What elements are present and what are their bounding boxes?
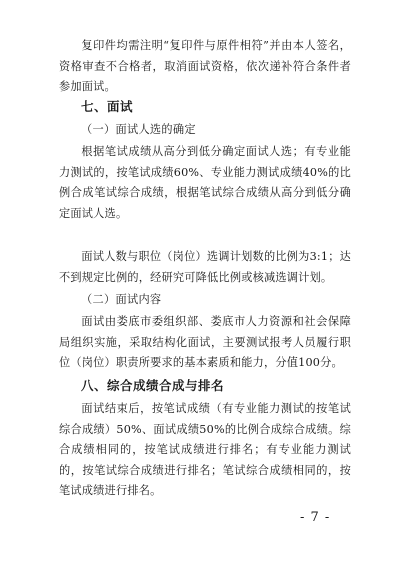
paragraph-candidate-selection: 根据笔试成绩从高分到低分确定面试人选；有专业能力测试的，按笔试成绩60%、专业能力测试成绩40%的比例合成笔试综合成绩，根据笔试综合成绩从高分到低分确定面试人选。 [59,145,351,220]
subheading-interview-candidates: （一）面试人选的确定 [81,123,196,136]
page-number: - 7 - [300,510,331,525]
section-heading-composite-score: 八、综合成绩合成与排名 [81,378,225,393]
paragraph-copy-requirement: 复印件均需注明“复印件与原件相符”并由本人签名，资格审查不合格者，取消面试资格，依次递补符合条件者参加面试。 [59,39,351,93]
section-heading-interview: 七、面试 [81,99,134,114]
paragraph-interview-content: 面试由娄底市委组织部、娄底市人力资源和社会保障局组织实施，采取结构化面试，主要测试报考人员履行职位（岗位）职责所要求的基本素质和能力，分值100分。 [59,315,351,369]
subheading-interview-content: （二）面试内容 [81,293,162,306]
paragraph-composite-score: 面试结束后，按笔试成绩（有专业能力测试的按笔试综合成绩）50%、面试成绩50%的比例合成综合成绩。综合成绩相同的，按笔试成绩进行排名；有专业能力测试的，按笔试综合成绩进行排名；笔试综合成绩相同的，按笔试成绩进行排名。 [59,402,351,497]
paragraph-interview-ratio: 面试人数与职位（岗位）选调计划数的比例为3:1；达不到规定比例的，经研究可降低比例或核减选调计划。 [59,250,351,284]
